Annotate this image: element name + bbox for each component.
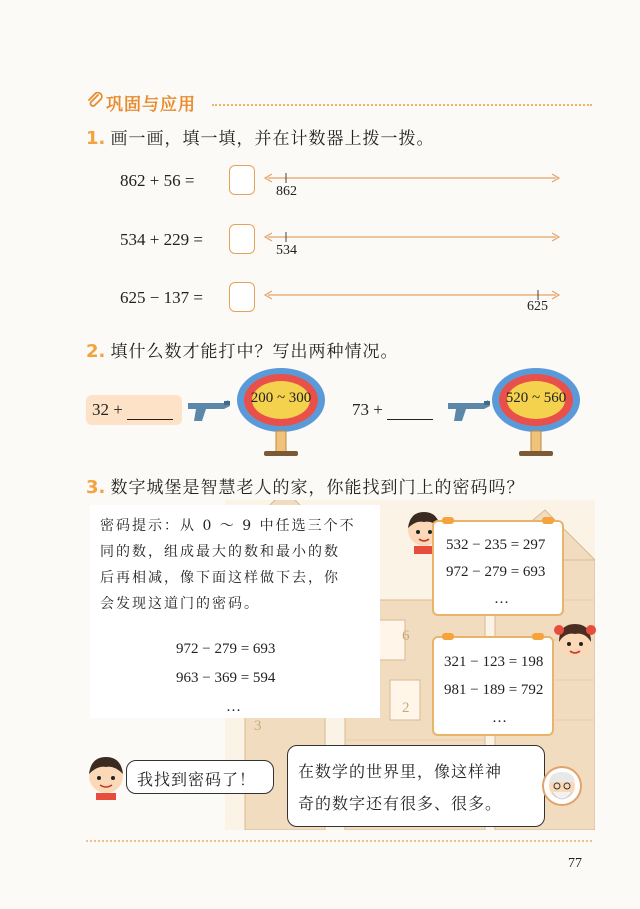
q1-answer-box-3[interactable] [229, 282, 255, 312]
question-number: 2. [86, 341, 106, 362]
q1-expression-1: 862 + 56 = [120, 171, 195, 190]
note-equation: 981 − 189 = 792 [444, 682, 544, 698]
q1-expression-2: 534 + 229 = [120, 230, 203, 249]
example-equation: 963 − 369 = 594 [176, 670, 276, 686]
water-gun-icon [444, 397, 492, 425]
girl-avatar [553, 618, 597, 664]
bubble-text: 奇的数字还有很多、很多。 [298, 794, 503, 813]
q1-answer-box-1[interactable] [229, 165, 255, 195]
header-dotted-line [212, 104, 592, 106]
bubble-text: 在数学的世界里，像这样神 [298, 762, 503, 781]
pin-icon [442, 517, 454, 524]
calc-note-2 [432, 636, 554, 736]
q1-number-line-3[interactable] [262, 285, 562, 305]
castle-digit: 2 [402, 700, 410, 716]
question-2-title [86, 337, 398, 362]
q2-input-area-right[interactable] [352, 400, 433, 420]
footer-dotted-line [86, 840, 592, 842]
question-text: 画一画，填一填，并在计数器上拨一拨。 [110, 129, 435, 149]
question-number: 1. [86, 128, 106, 149]
q2-input-area-left[interactable] [86, 395, 182, 425]
elder-speech-bubble [287, 745, 545, 827]
castle-digit: 6 [402, 628, 410, 644]
hint-line: 后再相减，像下面这样做下去，你 [100, 570, 340, 586]
page-number: 77 [568, 856, 582, 871]
note-equation: 321 − 123 = 198 [444, 654, 544, 670]
target-icon [487, 365, 585, 457]
hint-panel [90, 505, 380, 718]
q2-target-range-right: 520 ~ 560 [505, 390, 567, 406]
question-number: 3. [86, 477, 106, 498]
q2-prefix-right: 73 + [352, 400, 383, 419]
q1-expression-3: 625 − 137 = [120, 288, 203, 307]
question-3-title [86, 473, 524, 498]
castle-digit: 3 [254, 718, 262, 734]
paperclip-icon [86, 92, 104, 110]
q1-number-line-2[interactable] [262, 227, 562, 247]
bubble-text: 我找到密码了！ [137, 770, 257, 789]
section-header [86, 90, 592, 114]
question-1-title [86, 124, 434, 149]
question-text: 填什么数才能打中？写出两种情况。 [110, 342, 399, 362]
q1-tick-label-3: 625 [527, 299, 548, 314]
note-ellipsis: … [494, 591, 509, 607]
note-equation: 972 − 279 = 693 [446, 564, 546, 580]
q1-tick-label-1: 862 [276, 184, 297, 199]
pin-icon [442, 633, 454, 640]
example-ellipsis: … [226, 699, 241, 715]
question-text: 数字城堡是智慧老人的家，你能找到门上的密码吗？ [110, 478, 525, 498]
q1-tick-label-2: 534 [276, 243, 297, 258]
pin-icon [532, 633, 544, 640]
pin-icon [542, 517, 554, 524]
hint-line: 同的数，组成最大的数和最小的数 [100, 544, 340, 560]
note-ellipsis: … [492, 710, 507, 726]
hint-line: 密码提示：从 0 ～ 9 中任选三个不 [100, 518, 356, 534]
calc-note-1 [432, 520, 564, 616]
boy-speech-bubble [126, 760, 274, 794]
boy-avatar [84, 752, 128, 800]
target-icon [232, 365, 330, 457]
example-equation: 972 − 279 = 693 [176, 641, 276, 657]
note-equation: 532 − 235 = 297 [446, 537, 546, 553]
hint-line: 会发现这道门的密码。 [100, 596, 260, 612]
q2-blank-right[interactable] [387, 401, 433, 420]
q1-number-line-1[interactable] [262, 168, 562, 188]
section-title: 巩固与应用 [106, 95, 196, 115]
q2-target-range-left: 200 ~ 300 [250, 390, 312, 406]
q1-answer-box-2[interactable] [229, 224, 255, 254]
wise-elder-avatar [538, 762, 586, 812]
water-gun-icon [184, 397, 232, 425]
q2-blank-left[interactable] [127, 401, 173, 420]
q2-prefix-left: 32 + [92, 400, 123, 419]
